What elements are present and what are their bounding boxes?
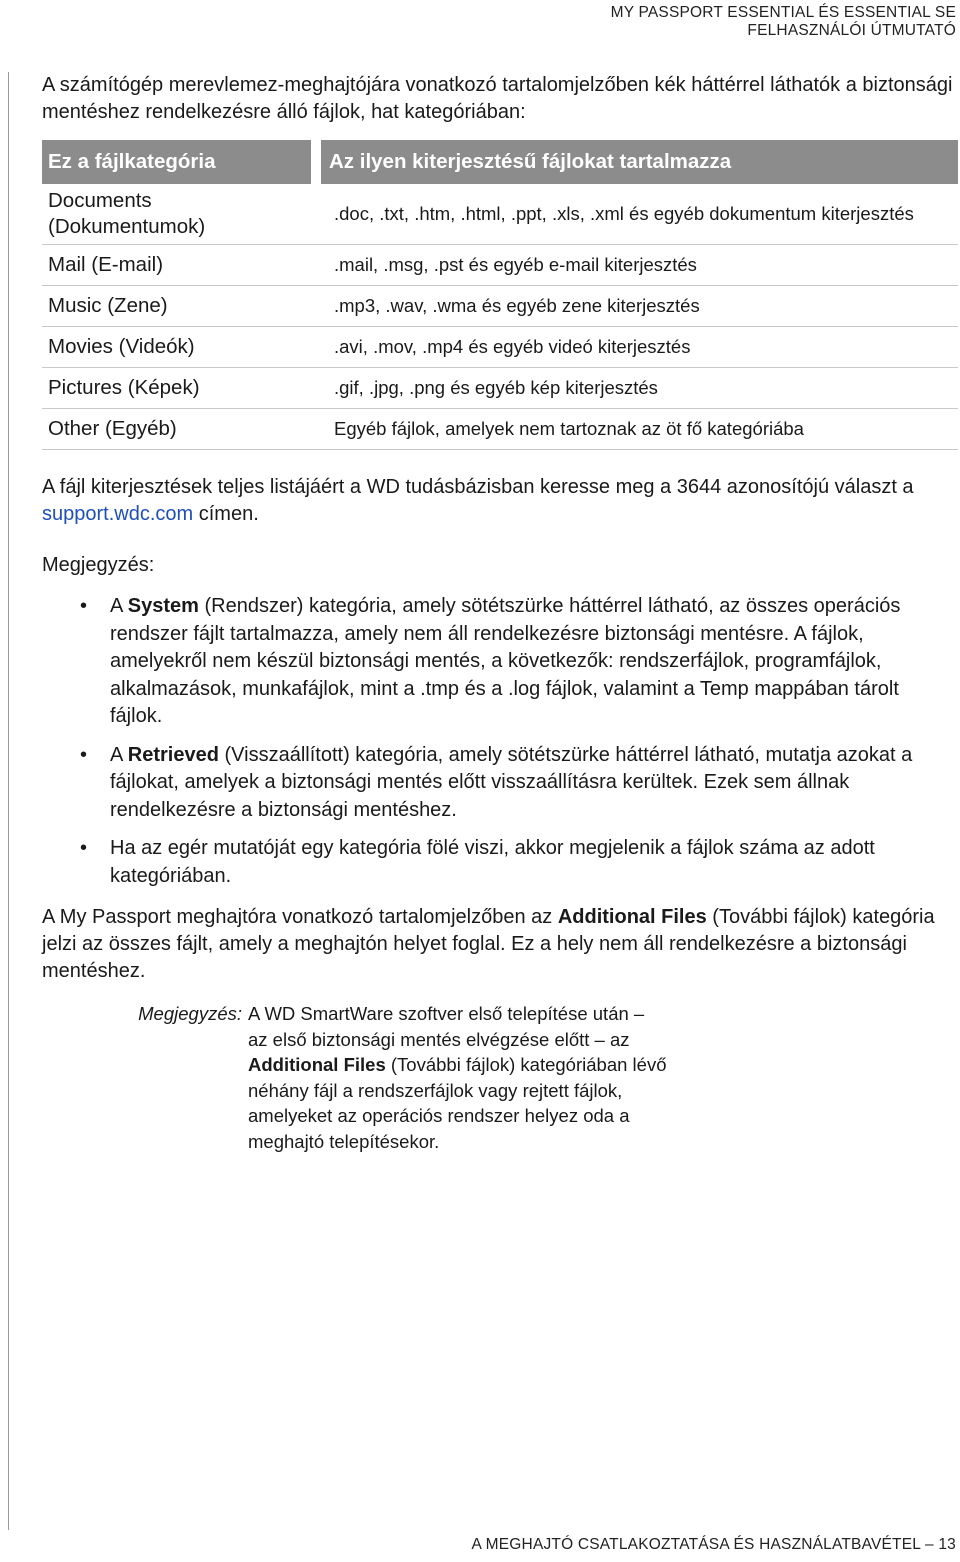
category-cell: Documents (Dokumentumok) — [42, 184, 316, 245]
page-footer — [471, 1536, 956, 1554]
header-line-1: MY PASSPORT ESSENTIAL ÉS ESSENTIAL SE — [610, 4, 956, 21]
table-row — [42, 286, 958, 327]
smartware-note — [42, 1001, 954, 1154]
category-cell: Movies (Videók) — [42, 327, 316, 368]
category-cell: Mail (E-mail) — [42, 245, 316, 286]
kb-paragraph — [42, 474, 954, 528]
intro-paragraph: A számítógép merevlemez-meghajtójára vonatkozó tartalomjelzőben kék háttérrel láthatók a biztonsági mentéshez rendelkezésre álló fájlok, hat kategóriában: — [42, 74, 953, 123]
extensions-cell: Egyéb fájlok, amelyek nem tartoznak az öt fő kategóriába — [316, 409, 958, 450]
list-item — [42, 742, 954, 825]
extensions-cell: .gif, .jpg, .png és egyéb kép kiterjesztés — [316, 368, 958, 409]
bullet-post: (Rendszer) kategória, amely sötétszürke háttérrel látható, az összes operációs rendszer fájlt tartalmazza, amely nem áll rendelkezésre biztonsági mentésre. A fájlok, amelyekről nem készül biztonsági mentés, a következők: rendszerfájlok, programfájlok, alkalmazások, munkafájlok, mint a .tmp és a .log fájlok, valamint a Temp mappában tárolt fájlok. — [110, 595, 901, 727]
additional-post: (További fájlok) kategória jelzi az összes fájlt, amely a meghajtón helyet foglal. Ez a hely nem áll rendelkezésre a biztonsági mentéshez. — [42, 906, 935, 982]
bullet-pre: A — [110, 743, 128, 766]
bullet-icon: • — [80, 595, 88, 617]
bullet-post: (Visszaállított) kategória, amely sötétszürke háttérrel látható, mutatja azokat a fájlokat, amelyek a biztonsági mentés előtt visszaállításra kerültek. Ezek sem állnak rendelkezésre a biztonsági mentéshez. — [110, 743, 913, 821]
table-row — [42, 368, 958, 409]
additional-pre: A My Passport meghajtóra vonatkozó tartalomjelzőben az — [42, 906, 558, 928]
footer-section: A MEGHAJTÓ CSATLAKOZTATÁSA ÉS HASZNÁLATBAVÉTEL — [471, 1536, 921, 1553]
note-label: Megjegyzés: — [42, 554, 155, 576]
note2-post: (További fájlok) kategóriában lévő néhány fájl a rendszerfájlok vagy rejtett fájlok, amelyeket az operációs rendszer helyez oda a meghajtó telepítésekor. — [248, 1054, 667, 1152]
kb-text: A fájl kiterjesztések teljes listájáért a WD tudásbázisban keresse meg a 3644 azonosítójú választ a — [42, 476, 914, 498]
table-row — [42, 245, 958, 286]
smartware-note-text — [248, 1001, 668, 1154]
category-cell: Music (Zene) — [42, 286, 316, 327]
table-header-category: Ez a fájlkategória — [42, 140, 316, 184]
table-row — [42, 327, 958, 368]
table-header-row — [42, 140, 958, 184]
bullet-pre: A — [110, 595, 128, 617]
additional-files-paragraph — [42, 904, 954, 985]
bullet-bold: Retrieved — [127, 743, 219, 766]
smartware-note-label: Megjegyzés: — [138, 1003, 242, 1024]
note-bullet-list — [42, 593, 954, 890]
category-cell: Pictures (Képek) — [42, 368, 316, 409]
margin-rule — [8, 72, 9, 1530]
note2-pre: A WD SmartWare szoftver első telepítése után – az első biztonsági mentés elvégzése előtt – az — [248, 1003, 645, 1050]
extensions-cell: .doc, .txt, .htm, .html, .ppt, .xls, .xml és egyéb dokumentum kiterjesztés — [316, 184, 958, 245]
page-header — [611, 4, 956, 40]
footer-separator: – — [920, 1536, 939, 1553]
list-item — [42, 835, 954, 890]
extensions-cell: .mp3, .wav, .wma és egyéb zene kiterjesztés — [316, 286, 958, 327]
extensions-cell: .avi, .mov, .mp4 és egyéb videó kiterjesztés — [316, 327, 958, 368]
page-content — [42, 72, 954, 1154]
list-item — [42, 593, 954, 731]
table-header-extensions: Az ilyen kiterjesztésű fájlokat tartalmazza — [316, 140, 958, 184]
support-link[interactable]: support.wdc.com — [42, 503, 194, 525]
page-number: 13 — [938, 1536, 956, 1553]
bullet-bold: System — [127, 595, 199, 617]
kb-text-end: címen. — [193, 503, 259, 525]
category-cell: Other (Egyéb) — [42, 409, 316, 450]
bullet-pre: Ha az egér mutatóját egy kategória fölé viszi, akkor megjelenik a fájlok száma az adott kategóriában. — [110, 837, 875, 887]
category-table — [42, 140, 958, 450]
note2-bold: Additional Files — [248, 1054, 386, 1075]
extensions-cell: .mail, .msg, .pst és egyéb e-mail kiterjesztés — [316, 245, 958, 286]
additional-bold: Additional Files — [557, 906, 707, 928]
table-row — [42, 409, 958, 450]
bullet-icon: • — [80, 837, 88, 859]
header-line-2: FELHASZNÁLÓI ÚTMUTATÓ — [747, 22, 956, 39]
table-row — [42, 184, 958, 245]
bullet-icon: • — [80, 743, 88, 766]
